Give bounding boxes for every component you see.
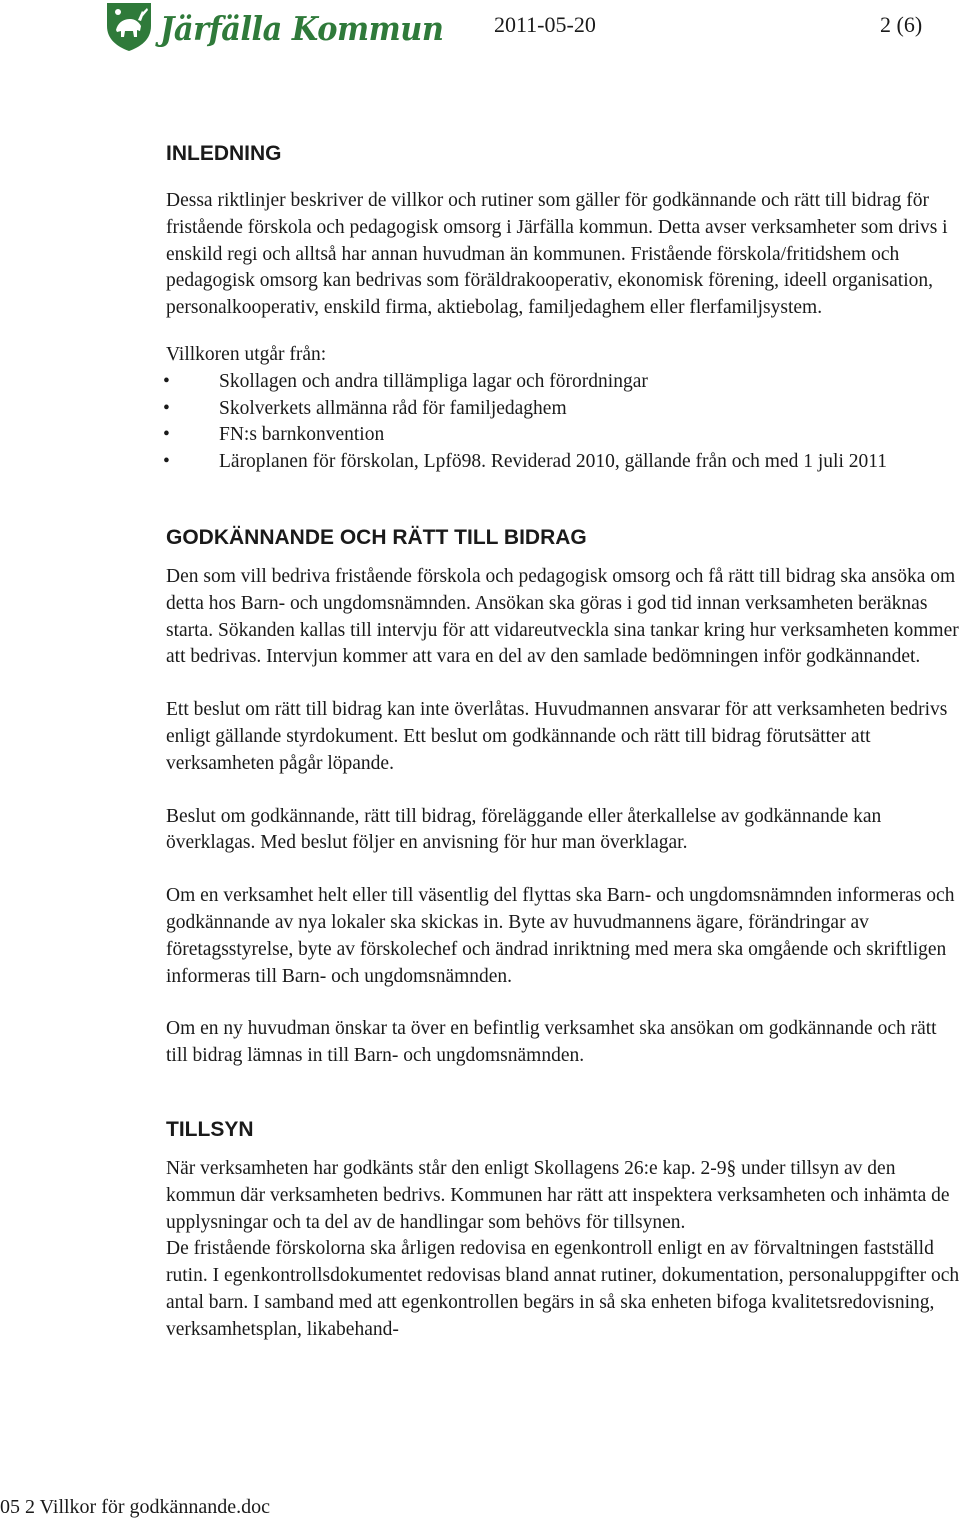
tillsyn-paragraph-1: När verksamheten har godkänts står den enligt Skollagens 26:e kap. 2-9§ under tillsyn av den kommun där verksamheten bedrivs. Kommunen har rätt att inspektera verksamheten och inhämta de upplysningar och ta del av de handlingar som behövs för tillsynen. — [166, 1157, 950, 1233]
list-item: • Skolverkets allmänna råd för familjedaghem — [166, 396, 960, 423]
inledning-paragraph: Dessa riktlinjer beskriver de villkor och rutiner som gäller för godkännande och rätt till bidrag för fristående förskola och pedagogisk omsorg i Järfälla kommun. Detta avser verksamheter som drivs i enskild regi och alltså har annan huvudman än kommunen. Fristående förskola/fritidshem och pedagogisk omsorg kan bedrivas som föräldrakooperativ, ekonomisk förening, ideell organisation, personalkooperativ, enskild firma, aktiebolag, familjedaghem eller flerfamiljsystem. — [166, 190, 948, 319]
logo-wordmark: Järfälla Kommun — [160, 8, 444, 48]
document-body — [163, 140, 960, 1344]
municipal-shield-icon — [104, 0, 154, 57]
footer-filename: 05 2 Villkor för godkännande.doc — [0, 1496, 271, 1518]
page-header — [0, 0, 960, 60]
document-date: 2011-05-20 — [494, 12, 596, 37]
list-item: • FN:s barnkonvention — [166, 422, 960, 449]
bullet-icon: • — [163, 424, 170, 446]
godkannande-paragraph-5: Om en ny huvudman önskar ta över en befintlig verksamhet ska ansökan om godkännande och rätt till bidrag lämnas in till Barn- och ungdomsnämnden. — [166, 1018, 937, 1067]
municipality-logo — [104, 2, 468, 54]
godkannande-paragraph-3: Beslut om godkännande, rätt till bidrag, föreläggande eller återkallelse av godkännande kan överklagas. Med beslut följer en anvisning för hur man överklagar. — [166, 805, 882, 854]
page-number: 2 (6) — [880, 12, 923, 37]
heading-inledning: INLEDNING — [166, 142, 282, 165]
godkannande-paragraph-4: Om en verksamhet helt eller till väsentlig del flyttas ska Barn- och ungdomsnämnden informeras och godkännande av nya lokaler ska skickas in. Byte av huvudmannens ägare, förändringar av företagsstyrelse, byte av förskolechef och ändrad inriktning med mera ska omgående och skriftligen informeras till Barn- och ungdomsnämnden. — [166, 885, 955, 987]
list-item: • Läroplanen för förskolan, Lpfö98. Reviderad 2010, gällande från och med 1 juli 2011 — [166, 449, 960, 476]
godkannande-paragraph-2: Ett beslut om rätt till bidrag kan inte överlåtas. Huvudmannen ansvarar för att verksamheten bedrivs enligt gällande styrdokument. Ett beslut om godkännande och rätt till bidrag förutsätter att verksamheten pågår löpande. — [166, 699, 948, 774]
villkor-list — [163, 369, 960, 476]
heading-godkannande: GODKÄNNANDE OCH RÄTT TILL BIDRAG — [166, 525, 587, 549]
villkor-intro: Villkoren utgår från: — [166, 343, 327, 365]
bullet-icon: • — [163, 370, 170, 392]
list-item: • Skollagen och andra tillämpliga lagar och förordningar — [166, 369, 960, 396]
bullet-icon: • — [163, 451, 170, 473]
godkannande-paragraph-1: Den som vill bedriva fristående förskola och pedagogisk omsorg och få rätt till bidrag ska ansöka om detta hos Barn- och ungdomsnämnden. Ansökan ska göras i god tid innan verksamheten beräknas starta. Sökanden kallas till intervju för att vidareutveckla sina tankar kring hur verksamheten kommer att bedrivas. Intervjun kommer att vara en del av den samlade bedömningen inför godkännandet. — [166, 565, 959, 668]
heading-tillsyn: TILLSYN — [166, 1117, 254, 1141]
bullet-icon: • — [163, 397, 170, 419]
tillsyn-paragraph-2: De fristående förskolorna ska årligen redovisa en egenkontroll enligt en av förvaltningen fastställd rutin. I egenkontrollsdokumentet redovisas bland annat rutiner, dokumentation, personaluppgifter och antal barn. I samband med att egenkontrollen begärs in så ska enheten bifoga kvalitetsredovisning, verksamhetsplan, likabehand- — [166, 1238, 960, 1340]
